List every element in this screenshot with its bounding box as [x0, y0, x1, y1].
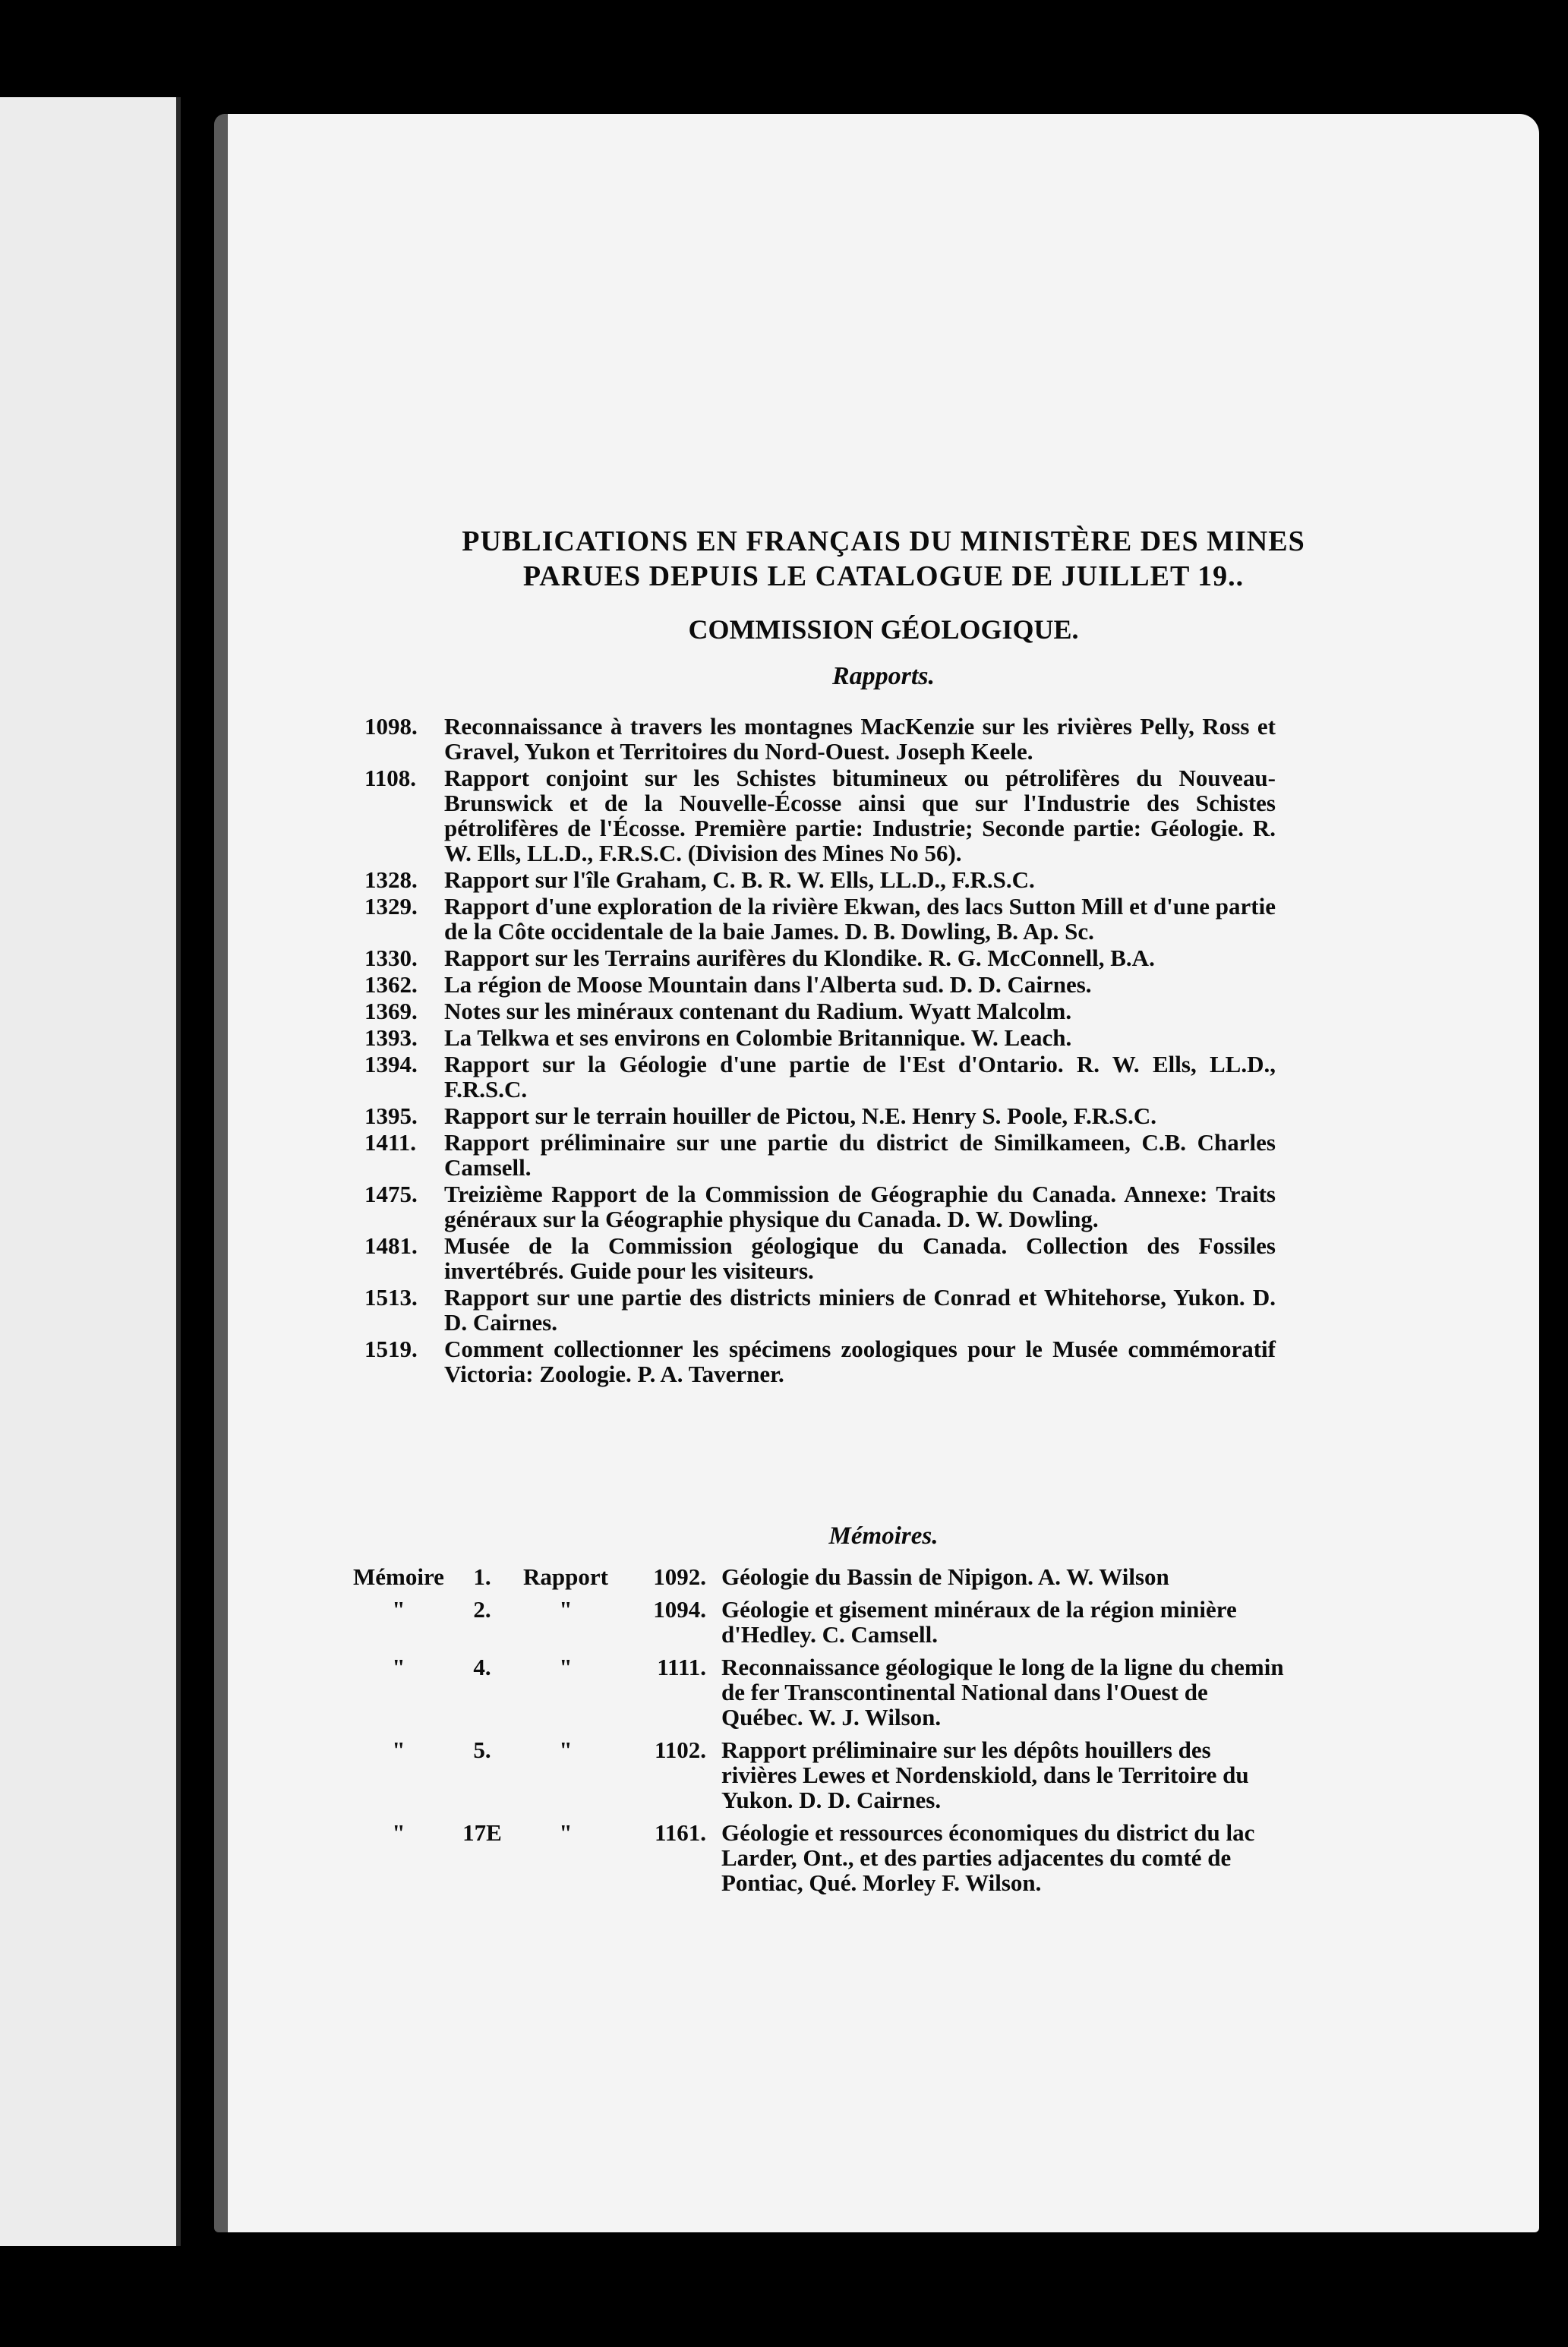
title-line-1: PUBLICATIONS EN FRANÇAIS DU MINISTÈRE DES MINES — [462, 525, 1305, 557]
report-number: 1481. — [364, 1232, 418, 1259]
report-number: 1098. — [364, 713, 418, 740]
report-entry — [364, 1285, 1276, 1335]
memoire-row — [342, 1597, 1291, 1647]
report-number: 1393. — [364, 1024, 418, 1051]
memoire-text: Rapport préliminaire sur les dépôts houillers des rivières Lewes et Nordenskiold, dans le Territoire du Yukon. D. D. Cairnes. — [721, 1737, 1249, 1813]
report-entry — [364, 1233, 1276, 1283]
memoire-label: Mémoire — [353, 1563, 444, 1590]
memoire-text: Géologie et gisement minéraux de la région minière d'Hedley. C. Camsell. — [721, 1596, 1237, 1648]
report-text: Rapport conjoint sur les Schistes bitumineux ou pétrolifères du Nouveau-Brunswick et de la Nouvelle-Écosse ainsi que sur l'Industrie des Schistes pétrolifères de l'Écosse. Première partie: Industrie; Seconde partie: Géologie. R. W. Ells, LL.D., F.R.S.C. (Division des Mines No 56). — [444, 765, 1276, 866]
rapport-label: " — [559, 1654, 573, 1680]
report-text: Rapport sur la Géologie d'une partie de l'Est d'Ontario. R. W. Ells, LL.D., F.R.S.C. — [444, 1051, 1276, 1103]
memoire-label: " — [392, 1819, 405, 1846]
report-entry — [364, 714, 1276, 764]
report-number: 1108. — [364, 765, 417, 791]
report-number: 1362. — [364, 971, 418, 998]
report-entry — [364, 1130, 1276, 1180]
report-text: Rapport sur les Terrains aurifères du Klondike. R. G. McConnell, B.A. — [444, 945, 1155, 971]
report-number: 1475. — [364, 1181, 418, 1207]
report-number: 1330. — [364, 945, 418, 971]
memoire-row — [342, 1564, 1291, 1589]
report-entry — [364, 1052, 1276, 1102]
report-text: Reconnaissance à travers les montagnes MacKenzie sur les rivières Pelly, Ross et Gravel, Yukon et Territoires du Nord-Ouest. Joseph Keele. — [444, 713, 1276, 765]
memoire-row — [342, 1737, 1291, 1812]
report-text: Rapport sur le terrain houiller de Pictou, N.E. Henry S. Poole, F.R.S.C. — [444, 1103, 1157, 1129]
report-number: 1411. — [364, 1129, 417, 1156]
memoire-number: 2. — [473, 1596, 491, 1623]
report-number: 1519. — [364, 1336, 418, 1362]
report-number: 1394. — [364, 1051, 418, 1077]
report-entry — [364, 765, 1276, 866]
report-text: Treizième Rapport de la Commission de Géographie du Canada. Annexe: Traits généraux sur la Géographie physique du Canada. D. W. Dowling. — [444, 1181, 1276, 1232]
subsection-title-memoires: Mémoires. — [828, 1522, 939, 1550]
report-text: Rapport d'une exploration de la rivière Ekwan, des lacs Sutton Mill et d'une partie de la Côte occidentale de la baie James. D. B. Dowling, B. Ap. Sc. — [444, 893, 1276, 945]
report-text: Comment collectionner les spécimens zoologiques pour le Musée commémoratif Victoria: Zoologie. P. A. Taverner. — [444, 1336, 1276, 1387]
memoire-number: 5. — [473, 1737, 491, 1763]
rapport-number: 1161. — [654, 1819, 706, 1846]
rapport-label: " — [559, 1819, 573, 1846]
report-entry — [364, 1336, 1276, 1386]
report-text: La Telkwa et ses environs en Colombie Britannique. W. Leach. — [444, 1024, 1072, 1051]
memoires-list — [342, 1564, 1291, 1903]
facing-page-edge — [0, 97, 181, 2246]
memoire-label: " — [392, 1596, 405, 1623]
document-page — [214, 114, 1539, 2232]
report-entry — [364, 998, 1276, 1024]
report-text: Rapport sur une partie des districts miniers de Conrad et Whitehorse, Yukon. D. D. Cairnes. — [444, 1284, 1276, 1336]
memoire-text: Géologie et ressources économiques du district du lac Larder, Ont., et des parties adjacentes du comté de Pontiac, Qué. Morley F. Wilson. — [721, 1819, 1255, 1896]
memoire-label: " — [392, 1654, 405, 1680]
report-entry — [364, 1103, 1276, 1128]
report-text: Notes sur les minéraux contenant du Radium. Wyatt Malcolm. — [444, 998, 1072, 1024]
rapport-number: 1102. — [654, 1737, 706, 1763]
page-header — [228, 524, 1539, 691]
title-line-2: PARUES DEPUIS LE CATALOGUE DE JUILLET 19.. — [522, 560, 1245, 592]
rapport-label: " — [559, 1596, 573, 1623]
report-entry — [364, 867, 1276, 892]
memoire-number: 4. — [473, 1654, 491, 1680]
report-text: Rapport sur l'île Graham, C. B. R. W. Ells, LL.D., F.R.S.C. — [444, 866, 1035, 893]
report-number: 1513. — [364, 1284, 418, 1311]
report-entry — [364, 1025, 1276, 1050]
reports-list — [364, 714, 1276, 1388]
rapport-label: Rapport — [523, 1563, 608, 1590]
report-text: La région de Moose Mountain dans l'Alberta sud. D. D. Cairnes. — [444, 971, 1092, 998]
memoire-number: 1. — [473, 1563, 491, 1590]
report-number: 1328. — [364, 866, 418, 893]
section-title: COMMISSION GÉOLOGIQUE. — [688, 614, 1079, 645]
memoire-row — [342, 1655, 1291, 1730]
report-text: Rapport préliminaire sur une partie du district de Similkameen, C.B. Charles Camsell. — [444, 1129, 1276, 1181]
memoire-label: " — [392, 1737, 405, 1763]
memoire-text: Géologie du Bassin de Nipigon. A. W. Wilson — [721, 1563, 1169, 1590]
report-entry — [364, 1181, 1276, 1232]
rapport-label: " — [559, 1737, 573, 1763]
report-number: 1369. — [364, 998, 418, 1024]
memoire-row — [342, 1820, 1291, 1895]
report-text: Musée de la Commission géologique du Canada. Collection des Fossiles invertébrés. Guide pour les visiteurs. — [444, 1232, 1276, 1284]
rapport-number: 1094. — [653, 1596, 706, 1623]
rapport-number: 1111. — [657, 1654, 706, 1680]
report-entry — [364, 972, 1276, 997]
report-entry — [364, 894, 1276, 944]
memoire-number: 17E — [462, 1819, 502, 1846]
report-entry — [364, 945, 1276, 970]
subsection-title-rapports: Rapports. — [831, 662, 935, 690]
rapport-number: 1092. — [653, 1563, 706, 1590]
report-number: 1329. — [364, 893, 418, 920]
report-number: 1395. — [364, 1103, 418, 1129]
memoire-text: Reconnaissance géologique le long de la ligne du chemin de fer Transcontinental National dans l'Ouest de Québec. W. J. Wilson. — [721, 1654, 1284, 1730]
